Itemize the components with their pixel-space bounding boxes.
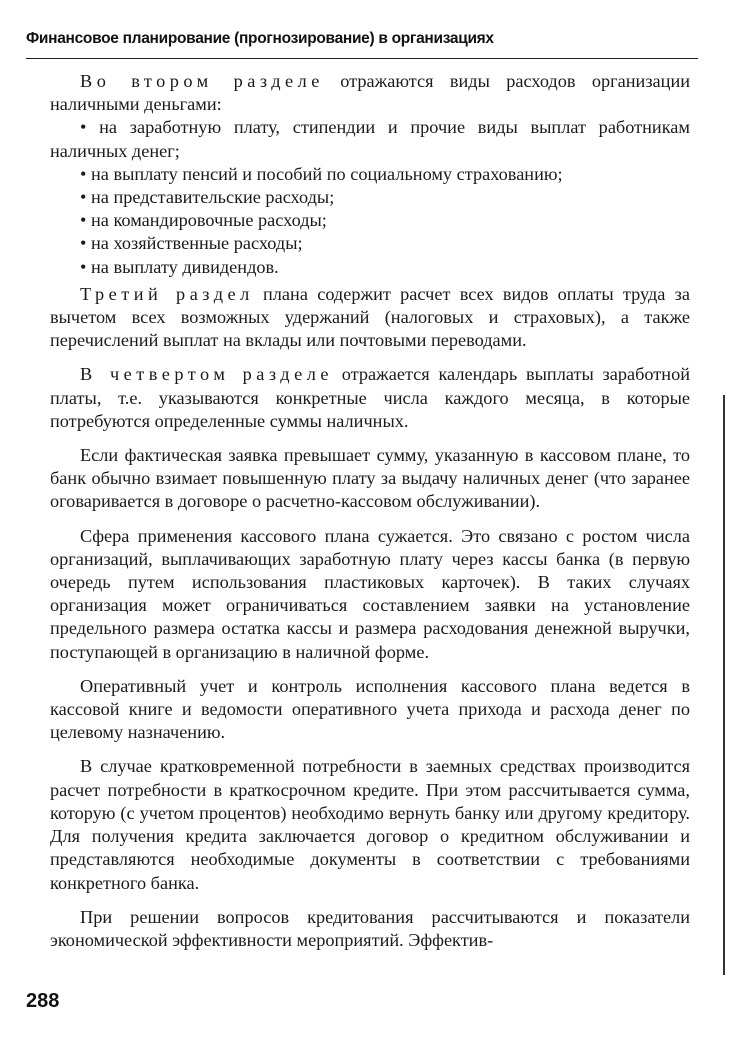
page-edge-line	[723, 395, 725, 975]
expense-list	[50, 116, 690, 278]
paragraph: Если фактическая заявка превышает сумму, указанную в кассовом плане, то банк обычно взимает повышенную плату за выдачу наличных денег (что заранее оговаривается в договоре о расчетно-кассовом обслуживании).	[50, 445, 690, 512]
section-three-paragraph	[50, 283, 690, 353]
section-four-lead: В четвертом разделе	[80, 364, 333, 385]
list-item: • на выплату дивидендов.	[50, 256, 690, 279]
section-two-text: отражаются виды расходов организации наличными деньгами:	[50, 71, 691, 115]
list-item: • на выплату пенсий и пособий по социальному страхованию;	[50, 163, 690, 186]
running-header: Финансовое планирование (прогнозирование) в организациях	[26, 30, 494, 47]
list-item: • на представительские расходы;	[50, 186, 690, 209]
list-item: • на заработную плату, стипендии и прочие виды выплат работникам наличных денег;	[50, 116, 690, 162]
list-item: • на командировочные расходы;	[50, 209, 690, 232]
section-two-paragraph	[50, 70, 690, 116]
page-number: 288	[26, 990, 60, 1012]
paragraph: Оперативный учет и контроль исполнения кассового плана ведется в кассовой книге и ведомости оперативного учета прихода и расхода денег по целевому назначению.	[50, 675, 690, 743]
section-four-text: отражается календарь выплаты заработной платы, т.е. указываются конкретные числа каждого месяца, в которые потребуются определенные суммы наличных.	[50, 364, 690, 431]
paragraph: В случае кратковременной потребности в заемных средствах производится расчет потребности в краткосрочном кредите. При этом рассчитывается сумма, которую (с учетом процентов) необходимо вернуть банку или другому кредитору. Для получения кредита заключается договор о кредитном обслуживании и представляются необходимые документы в соответствии с требованиями конкретного банка.	[50, 756, 690, 893]
section-four-paragraph	[50, 363, 690, 433]
section-three-lead: Третий раздел	[80, 283, 254, 304]
list-item: • на хозяйственные расходы;	[50, 232, 690, 255]
header-rule	[26, 58, 698, 59]
page-body	[50, 70, 690, 952]
section-three-text: плана содержит расчет всех видов оплаты труда за вычетом всех возможных удержаний (налоговых и страховых), а также перечислений выплат на вклады или почтовыми переводами.	[50, 283, 690, 351]
section-two-lead: Во втором разделе	[80, 71, 324, 91]
paragraph: При решении вопросов кредитования рассчитываются и показатели экономической эффективности мероприятий. Эффектив-	[50, 906, 690, 950]
paragraph: Сфера применения кассового плана сужается. Это связано с ростом числа организаций, выплачивающих заработную плату через кассы банка (в первую очередь путем использования пластиковых карточек). В таких случаях организация может ограничиваться составлением заявки на установление предельного размера остатка кассы и размера расходования денежной выручки, поступающей в организацию в наличной форме.	[50, 525, 690, 662]
